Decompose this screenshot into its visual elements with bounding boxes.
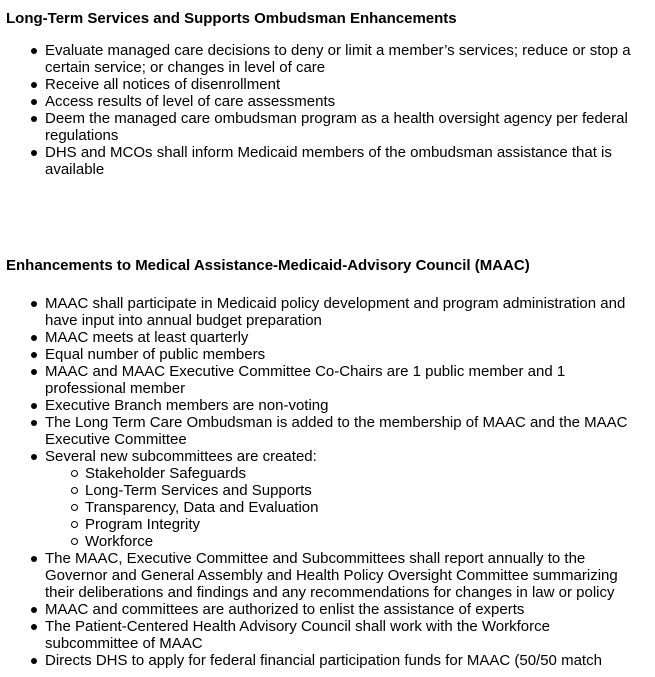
section-heading-ombudsman: Long-Term Services and Supports Ombudsman Enhancements xyxy=(6,10,457,27)
bullet-list-ombudsman xyxy=(6,42,646,178)
subcommittee-list xyxy=(45,465,646,550)
list-item: The Patient-Centered Health Advisory Council shall work with the Workforce subcommittee of MAAC xyxy=(45,618,646,652)
list-item: Directs DHS to apply for federal financial participation funds for MAAC (50/50 match xyxy=(45,652,646,669)
bullet-list-maac xyxy=(6,295,646,669)
sub-list-item: Long-Term Services and Supports xyxy=(85,482,646,499)
list-item: MAAC shall participate in Medicaid policy development and program administration and have input into annual budget preparation xyxy=(45,295,646,329)
subcommittees-intro: Several new subcommittees are created: xyxy=(45,448,317,465)
sub-list-item: Stakeholder Safeguards xyxy=(85,465,646,482)
sub-list-item: Program Integrity xyxy=(85,516,646,533)
list-item: DHS and MCOs shall inform Medicaid members of the ombudsman assistance that is available xyxy=(45,144,646,178)
list-item: Equal number of public members xyxy=(45,346,646,363)
list-item: The MAAC, Executive Committee and Subcommittees shall report annually to the Governor and General Assembly and Health Policy Oversight Committee summarizing their deliberations and findings and any recommendations for changes in law or policy xyxy=(45,550,646,601)
section-ombudsman xyxy=(6,10,646,178)
section-heading-maac: Enhancements to Medical Assistance-Medicaid-Advisory Council (MAAC) xyxy=(6,257,530,274)
list-item: MAAC meets at least quarterly xyxy=(45,329,646,346)
list-item: Deem the managed care ombudsman program as a health oversight agency per federal regulations xyxy=(45,110,646,144)
list-item: The Long Term Care Ombudsman is added to the membership of MAAC and the MAAC Executive Committee xyxy=(45,414,646,448)
sub-list-item: Transparency, Data and Evaluation xyxy=(85,499,646,516)
list-item: Evaluate managed care decisions to deny or limit a member’s services; reduce or stop a certain service; or changes in level of care xyxy=(45,42,646,76)
section-maac xyxy=(6,257,646,669)
list-item: MAAC and committees are authorized to enlist the assistance of experts xyxy=(45,601,646,618)
list-item: Executive Branch members are non-voting xyxy=(45,397,646,414)
sub-list-item: Workforce xyxy=(85,533,646,550)
list-item: Access results of level of care assessments xyxy=(45,93,646,110)
list-item-subcommittees xyxy=(45,448,646,550)
list-item: MAAC and MAAC Executive Committee Co-Chairs are 1 public member and 1 professional member xyxy=(45,363,646,397)
list-item: Receive all notices of disenrollment xyxy=(45,76,646,93)
